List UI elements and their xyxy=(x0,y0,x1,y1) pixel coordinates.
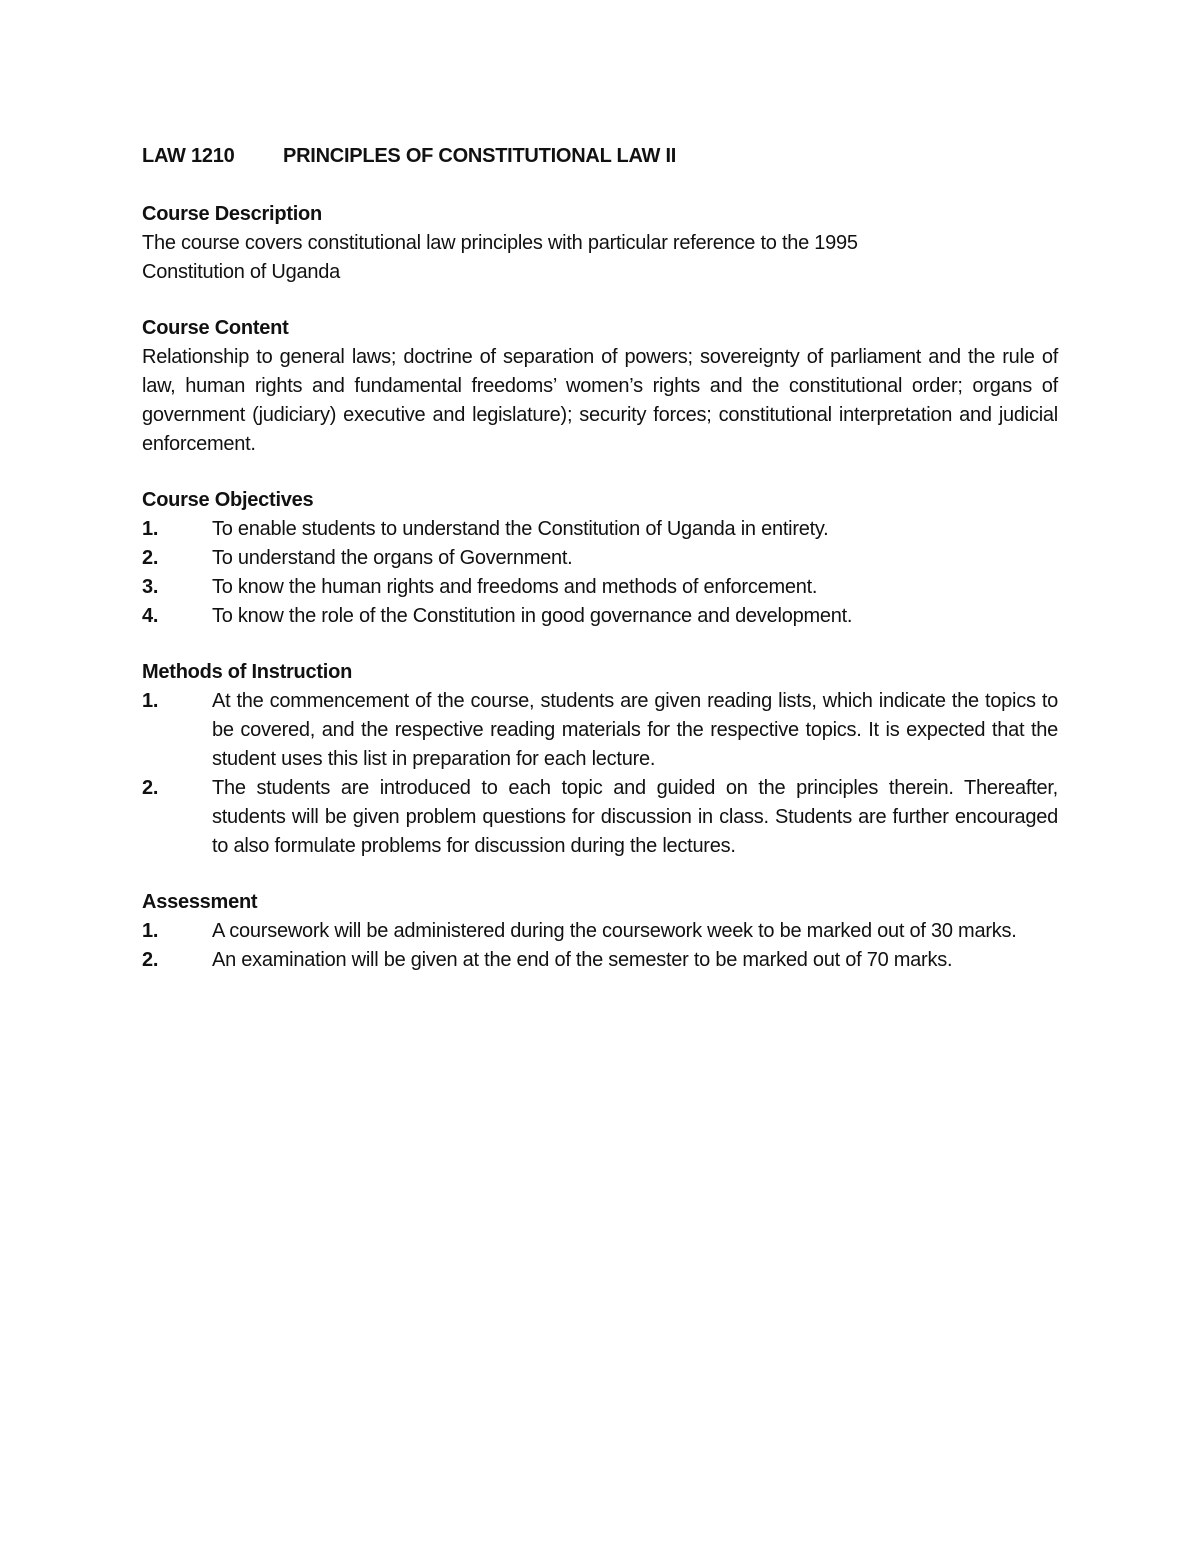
list-item-text: To know the role of the Constitution in good governance and development. xyxy=(212,605,853,627)
list-item xyxy=(142,573,1058,602)
list-item xyxy=(142,917,1058,946)
list-item-text: A coursework will be administered during the coursework week to be marked out of 30 marks. xyxy=(212,920,1017,942)
list-item xyxy=(142,946,1058,975)
list-item-text: To understand the organs of Government. xyxy=(212,547,573,569)
list-item xyxy=(142,544,1058,573)
course-title: PRINCIPLES OF CONSTITUTIONAL LAW II xyxy=(283,145,677,167)
course-objectives-list xyxy=(142,515,1058,631)
course-content-heading: Course Content xyxy=(142,317,289,339)
course-title-row xyxy=(142,142,1058,171)
course-description-section xyxy=(142,200,1058,287)
list-item xyxy=(142,687,1058,774)
course-objectives-heading: Course Objectives xyxy=(142,489,314,511)
document-page xyxy=(142,142,1058,1002)
methods-of-instruction-list xyxy=(142,687,1058,861)
list-item-number: 3. xyxy=(142,576,159,598)
course-code: LAW 1210 xyxy=(142,145,235,167)
course-description-text: The course covers constitutional law principles with particular reference to the 1995 Constitution of Uganda xyxy=(142,232,858,283)
list-item xyxy=(142,515,1058,544)
assessment-heading: Assessment xyxy=(142,891,258,913)
methods-of-instruction-heading: Methods of Instruction xyxy=(142,661,353,683)
list-item-number: 2. xyxy=(142,547,159,569)
assessment-section xyxy=(142,888,1058,975)
list-item-number: 2. xyxy=(142,949,159,971)
methods-of-instruction-section xyxy=(142,658,1058,861)
course-content-section xyxy=(142,314,1058,459)
list-item-text: An examination will be given at the end of the semester to be marked out of 70 marks. xyxy=(212,949,953,971)
list-item-text: At the commencement of the course, students are given reading lists, which indicate the topics to be covered, and the respective reading materials for the respective topics. It is expected that the student uses this list in preparation for each lecture. xyxy=(212,690,1058,770)
list-item xyxy=(142,774,1058,861)
course-description-heading: Course Description xyxy=(142,203,322,225)
list-item-text: The students are introduced to each topic and guided on the principles therein. Thereafter, students will be given problem questions for discussion in class. Students are further encouraged to also formulate problems for discussion during the lectures. xyxy=(212,777,1058,857)
list-item-number: 2. xyxy=(142,777,159,799)
list-item-number: 1. xyxy=(142,518,159,540)
list-item-text: To enable students to understand the Constitution of Uganda in entirety. xyxy=(212,518,829,540)
list-item xyxy=(142,602,1058,631)
list-item-number: 1. xyxy=(142,690,159,712)
course-objectives-section xyxy=(142,486,1058,631)
list-item-number: 4. xyxy=(142,605,159,627)
assessment-list xyxy=(142,917,1058,975)
list-item-text: To know the human rights and freedoms and methods of enforcement. xyxy=(212,576,818,598)
course-content-text: Relationship to general laws; doctrine of separation of powers; sovereignty of parliament and the rule of law, human rights and fundamental freedoms’ women’s rights and the constitutional order; organs of government (judiciary) executive and legislature); security forces; constitutional interpretation and judicial enforcement. xyxy=(142,346,1058,455)
list-item-number: 1. xyxy=(142,920,159,942)
